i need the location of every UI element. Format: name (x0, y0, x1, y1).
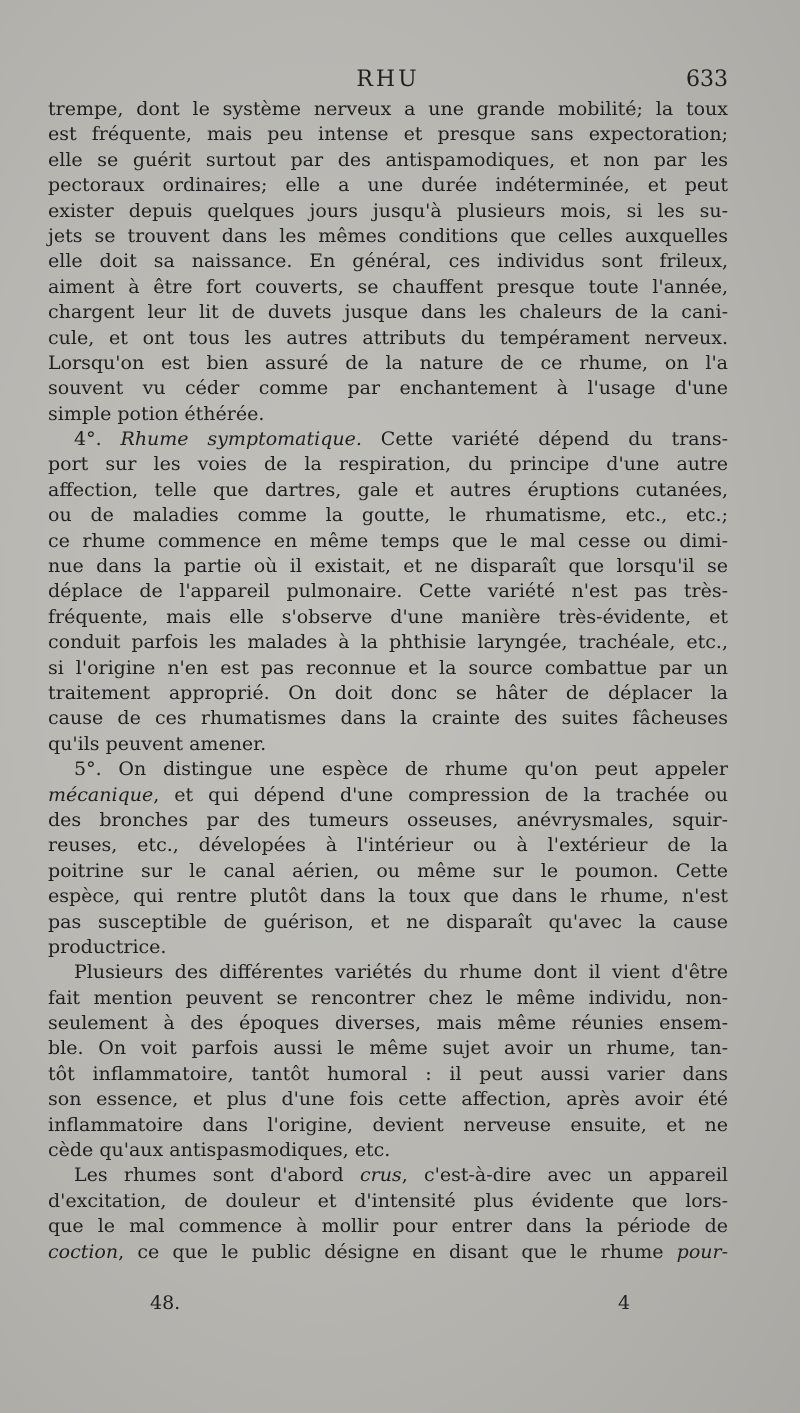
text-line: si l'origine n'en est pas reconnue et la source combattue par un (48, 656, 728, 679)
signature-mark: 4 (618, 1292, 631, 1314)
text-line: port sur les voies de la respiration, du principe d'une autre (48, 453, 728, 476)
page-header (48, 62, 728, 98)
text-line: cause de ces rhumatismes dans la crainte des suites fâcheuses (48, 707, 728, 730)
text-line: simple potion éthérée. (48, 402, 265, 425)
text-line: reuses, etc., dévelopées à l'intérieur ou à l'extérieur de la (48, 834, 728, 857)
text-line: pas susceptible de guérison, et ne disparaît qu'avec la cause (48, 910, 728, 933)
text-line: souvent vu céder comme par enchantement à l'usage d'une (48, 377, 728, 400)
page-footer (48, 1292, 728, 1322)
text-line: ble. On voit parfois aussi le même sujet avoir un rhume, tan- (48, 1037, 728, 1060)
italic-term: mécanique (48, 783, 154, 806)
text-line: affection, telle que dartres, gale et autres éruptions cutanées, (48, 478, 728, 501)
body-text (48, 97, 728, 1265)
text-line: qu'ils peuvent amener. (48, 732, 267, 755)
section-number: 4°. (74, 428, 121, 451)
text-line: productrice. (48, 935, 167, 958)
text-line: tôt inflammatoire, tantôt humoral : il peut aussi varier dans (48, 1062, 728, 1085)
text-line: que le mal commence à mollir pour entrer dans la période de (48, 1215, 728, 1238)
text-line: fréquente, mais elle s'observe d'une manière très-évidente, et (48, 605, 728, 628)
text-line: ou de maladies comme la goutte, le rhumatisme, etc., etc.; (48, 504, 728, 527)
text-line: elle doit sa naissance. En général, ces individus sont frileux, (48, 250, 728, 273)
text-line: Plusieurs des différentes variétés du rhume dont il vient d'être (74, 961, 728, 984)
text-fragment: , et qui dépend d'une compression de la trachée ou (153, 783, 728, 806)
text-line: poitrine sur le canal aérien, ou même sur le poumon. Cette (48, 859, 728, 882)
text-line: traitement approprié. On doit donc se hâter de déplacer la (48, 681, 728, 704)
printer-signature: 48. (150, 1292, 181, 1314)
text-line: seulement à des époques diverses, mais même réunies ensem- (48, 1012, 728, 1035)
text-line: pectoraux ordinaires; elle a une durée indéterminée, et peut (48, 174, 728, 197)
text-fragment: , c'est-à-dire avec un appareil (401, 1164, 728, 1187)
text-line: conduit parfois les malades à la phthisie laryngée, trachéale, etc., (48, 631, 728, 654)
text-line (48, 1163, 728, 1188)
text-line: chargent leur lit de duvets jusque dans les chaleurs de la cani- (48, 301, 728, 324)
text-line-section-4 (48, 427, 728, 452)
text-line: fait mention peuvent se rencontrer chez le même individu, non- (48, 986, 728, 1009)
text-line: son essence, et plus d'une fois cette affection, après avoir été (48, 1088, 728, 1111)
text-line: ce rhume commence en même temps que le mal cesse ou dimi- (48, 529, 728, 552)
text-line (48, 1240, 728, 1265)
text-line: cède qu'aux antispasmodiques, etc. (48, 1139, 391, 1162)
text-fragment: Cette variété dépend du trans- (361, 428, 729, 451)
text-line: nue dans la partie où il existait, et ne disparaît que lorsqu'il se (48, 555, 728, 578)
text-line: d'excitation, de douleur et d'intensité plus évidente que lors- (48, 1189, 728, 1212)
text-line: des bronches par des tumeurs osseuses, anévrysmales, squir- (48, 808, 728, 831)
text-line: exister depuis quelques jours jusqu'à plusieurs mois, si les su- (48, 199, 728, 222)
italic-term: coction (48, 1240, 119, 1263)
text-line: espèce, qui rentre plutôt dans la toux que dans le rhume, n'est (48, 885, 728, 908)
text-line: aiment à être fort couverts, se chauffent presque toute l'année, (48, 275, 728, 298)
page-number: 633 (686, 67, 728, 92)
text-line-section-5: 5°. On distingue une espèce de rhume qu'on peut appeler (74, 758, 728, 781)
text-fragment: , ce que le public désigne en disant que le rhume (118, 1240, 677, 1263)
text-line: inflammatoire dans l'origine, devient nerveuse ensuite, et ne (48, 1113, 728, 1136)
text-line (48, 783, 728, 808)
section-title: Rhume symptomatique. (120, 428, 362, 451)
text-line: est fréquente, mais peu intense et presque sans expectoration; (48, 123, 728, 146)
text-line: Lorsqu'on est bien assuré de la nature de ce rhume, on l'a (48, 351, 728, 374)
text-line: jets se trouvent dans les mêmes conditions que celles auxquelles (48, 224, 728, 247)
text-line: trempe, dont le système nerveux a une grande mobilité; la toux (48, 98, 728, 120)
text-line: cule, et ont tous les autres attributs du tempérament nerveux. (48, 326, 728, 349)
running-head: RHU (356, 67, 420, 92)
text-line: elle se guérit surtout par des antispamodiques, et non par les (48, 148, 728, 171)
italic-term: crus (359, 1164, 402, 1187)
text-fragment: Les rhumes sont d'abord (74, 1164, 360, 1187)
text-line: déplace de l'appareil pulmonaire. Cette variété n'est pas très- (48, 580, 728, 603)
italic-term: pour- (676, 1240, 728, 1263)
